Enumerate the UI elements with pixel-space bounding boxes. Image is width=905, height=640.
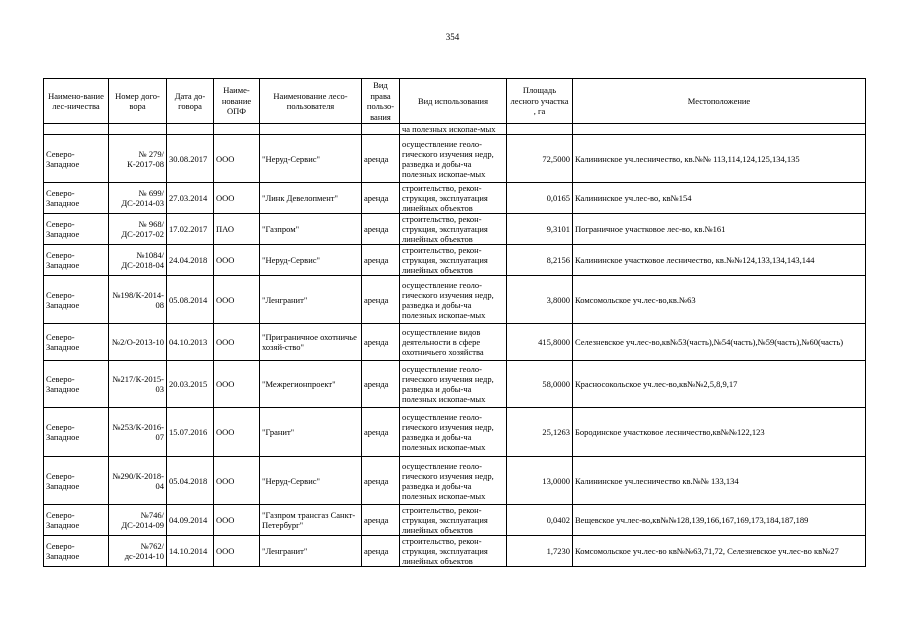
cell-right-type: аренда: [362, 135, 400, 183]
table-row: [44, 457, 866, 505]
cell-use-type: осуществление видов деятельности в сфере охотничьего хозяйства: [400, 324, 507, 361]
table-row: [44, 124, 866, 135]
cell-location: Вещевское уч.лес-во,кв№№128,139,166,167,169,173,184,187,189: [573, 505, 866, 536]
cell-contract-date: 30.08.2017: [167, 135, 214, 183]
cell-contract-date: 14.10.2014: [167, 536, 214, 567]
cell-location: Комсомольское уч.лес-во,кв.№63: [573, 276, 866, 324]
cell-use-type: ча полезных ископае-мых: [400, 124, 507, 135]
cell-forestry: Северо-Западное: [44, 183, 109, 214]
cell-contract-number: №762/дс-2014-10: [109, 536, 167, 567]
cell-user-name: "Приграничное охотничье хозяй-ство": [260, 324, 362, 361]
cell-contract-number: №1084/ДС-2018-04: [109, 245, 167, 276]
cell-contract-date: 24.04.2018: [167, 245, 214, 276]
cell-user-name: "Газпром трансгаз Санкт-Петербург": [260, 505, 362, 536]
cell-use-type: осуществление геоло-гического изучения недр, разведка и добы-ча полезных ископае-мых: [400, 457, 507, 505]
cell-right-type: аренда: [362, 245, 400, 276]
cell-user-name: "Гранит": [260, 408, 362, 457]
cell-contract-number: №746/ДС-2014-09: [109, 505, 167, 536]
cell-location: Калининское участковое лесничество, кв.№№124,133,134,143,144: [573, 245, 866, 276]
cell-location: Калининское уч.лесничество, кв.№№ 113,114,124,125,134,135: [573, 135, 866, 183]
cell-forestry: Северо-Западное: [44, 505, 109, 536]
cell-area: 72,5000: [507, 135, 573, 183]
cell-opf: ПАО: [214, 214, 260, 245]
cell-use-type: строительство, рекон-струкция, эксплуатация линейных объектов: [400, 536, 507, 567]
cell-right-type: аренда: [362, 183, 400, 214]
cell-area: [507, 124, 573, 135]
cell-opf: ООО: [214, 324, 260, 361]
header-user-name: Наименование лесо-пользователя: [260, 79, 362, 124]
cell-contract-number: №2/О-2013-10: [109, 324, 167, 361]
cell-opf: ООО: [214, 183, 260, 214]
cell-opf: ООО: [214, 536, 260, 567]
cell-contract-date: 15.07.2016: [167, 408, 214, 457]
table-row: [44, 536, 866, 567]
cell-user-name: "Межрегионпроект": [260, 361, 362, 408]
cell-forestry: [44, 124, 109, 135]
cell-right-type: аренда: [362, 536, 400, 567]
cell-area: 415,8000: [507, 324, 573, 361]
cell-opf: ООО: [214, 457, 260, 505]
page-number: 354: [445, 32, 460, 42]
cell-area: 13,0000: [507, 457, 573, 505]
cell-area: 0,0165: [507, 183, 573, 214]
cell-contract-date: [167, 124, 214, 135]
cell-user-name: "Неруд-Сервис": [260, 457, 362, 505]
cell-use-type: строительство, рекон-струкция, эксплуатация линейных объектов: [400, 505, 507, 536]
cell-contract-date: 05.04.2018: [167, 457, 214, 505]
cell-use-type: строительство, рекон-струкция, эксплуатация линейных объектов: [400, 245, 507, 276]
cell-right-type: аренда: [362, 276, 400, 324]
cell-location: [573, 124, 866, 135]
cell-location: Калининское уч.лес-во, кв№154: [573, 183, 866, 214]
table-row: [44, 324, 866, 361]
cell-opf: ООО: [214, 408, 260, 457]
cell-right-type: аренда: [362, 214, 400, 245]
cell-contract-date: 04.09.2014: [167, 505, 214, 536]
table-row: [44, 135, 866, 183]
cell-opf: ООО: [214, 135, 260, 183]
table-row: [44, 276, 866, 324]
cell-location: Бородинское участковое лесничество,кв№№122,123: [573, 408, 866, 457]
cell-location: Комсомольское уч.лес-во кв№№63,71,72, Селезневское уч.лес-во кв№27: [573, 536, 866, 567]
header-location: Местоположение: [573, 79, 866, 124]
cell-contract-number: № 699/ДС-2014-03: [109, 183, 167, 214]
header-use-type: Вид использования: [400, 79, 507, 124]
table-row: [44, 408, 866, 457]
header-forestry: Наимено-вание лес-ничества: [44, 79, 109, 124]
cell-opf: ООО: [214, 276, 260, 324]
cell-forestry: Северо-Западное: [44, 536, 109, 567]
cell-user-name: [260, 124, 362, 135]
table-row: [44, 505, 866, 536]
cell-contract-number: №290/К-2018-04: [109, 457, 167, 505]
header-contract-date: Дата до-говора: [167, 79, 214, 124]
cell-user-name: "Неруд-Сервис": [260, 245, 362, 276]
cell-contract-number: [109, 124, 167, 135]
cell-contract-date: 17.02.2017: [167, 214, 214, 245]
cell-forestry: Северо-Западное: [44, 361, 109, 408]
table-row: [44, 245, 866, 276]
cell-area: 0,0402: [507, 505, 573, 536]
cell-right-type: аренда: [362, 408, 400, 457]
cell-forestry: Северо-Западное: [44, 324, 109, 361]
cell-opf: ООО: [214, 505, 260, 536]
cell-contract-date: 04.10.2013: [167, 324, 214, 361]
cell-forestry: Северо-Западное: [44, 457, 109, 505]
header-contract-number: Номер дого-вора: [109, 79, 167, 124]
header-opf: Наиме-нование ОПФ: [214, 79, 260, 124]
cell-forestry: Северо-Западное: [44, 245, 109, 276]
table-header-row: [44, 79, 866, 124]
cell-opf: ООО: [214, 245, 260, 276]
cell-right-type: [362, 124, 400, 135]
cell-use-type: осуществление геоло-гического изучения недр, разведка и добы-ча полезных ископае-мых: [400, 361, 507, 408]
cell-contract-number: №217/К-2015-03: [109, 361, 167, 408]
table-row: [44, 361, 866, 408]
cell-location: Красносокольское уч.лес-во,кв№№2,5,8,9,17: [573, 361, 866, 408]
table-row: [44, 183, 866, 214]
header-right-type: Вид права пользо-вания: [362, 79, 400, 124]
cell-forestry: Северо-Западное: [44, 214, 109, 245]
lease-registry-table: [43, 78, 866, 567]
cell-use-type: строительство, рекон-струкция, эксплуатация линейных объектов: [400, 183, 507, 214]
cell-location: Пограничное участковое лес-во, кв.№161: [573, 214, 866, 245]
cell-right-type: аренда: [362, 361, 400, 408]
cell-area: 9,3101: [507, 214, 573, 245]
cell-user-name: "Газпром": [260, 214, 362, 245]
cell-contract-date: 20.03.2015: [167, 361, 214, 408]
cell-use-type: строительство, рекон-струкция, эксплуатация линейных объектов: [400, 214, 507, 245]
cell-area: 1,7230: [507, 536, 573, 567]
cell-right-type: аренда: [362, 324, 400, 361]
cell-user-name: "Неруд-Сервис": [260, 135, 362, 183]
cell-forestry: Северо-Западное: [44, 135, 109, 183]
cell-opf: [214, 124, 260, 135]
cell-contract-number: №253/К-2016-07: [109, 408, 167, 457]
cell-area: 3,8000: [507, 276, 573, 324]
cell-contract-date: 27.03.2014: [167, 183, 214, 214]
table-row: [44, 214, 866, 245]
cell-contract-number: №198/К-2014-08: [109, 276, 167, 324]
cell-forestry: Северо-Западное: [44, 408, 109, 457]
cell-area: 8,2156: [507, 245, 573, 276]
cell-right-type: аренда: [362, 457, 400, 505]
cell-location: Селезневское уч.лес-во,кв№53(часть),№54(часть),№59(часть),№60(часть): [573, 324, 866, 361]
cell-use-type: осуществление геоло-гического изучения недр, разведка и добы-ча полезных ископае-мых: [400, 408, 507, 457]
cell-user-name: "Линк Девелопмент": [260, 183, 362, 214]
cell-opf: ООО: [214, 361, 260, 408]
cell-right-type: аренда: [362, 505, 400, 536]
cell-area: 25,1263: [507, 408, 573, 457]
cell-use-type: осуществление геоло-гического изучения недр, разведка и добы-ча полезных ископае-мых: [400, 135, 507, 183]
cell-contract-number: № 279/К-2017-08: [109, 135, 167, 183]
cell-contract-number: № 968/ДС-2017-02: [109, 214, 167, 245]
header-area: Площадь лесного участка , га: [507, 79, 573, 124]
cell-contract-date: 05.08.2014: [167, 276, 214, 324]
cell-area: 58,0000: [507, 361, 573, 408]
cell-use-type: осуществление геоло-гического изучения недр, разведка и добы-ча полезных ископае-мых: [400, 276, 507, 324]
cell-location: Калининское уч.лесничество кв.№№ 133,134: [573, 457, 866, 505]
cell-user-name: "Ленгранит": [260, 276, 362, 324]
cell-user-name: "Ленгранит": [260, 536, 362, 567]
cell-forestry: Северо-Западное: [44, 276, 109, 324]
